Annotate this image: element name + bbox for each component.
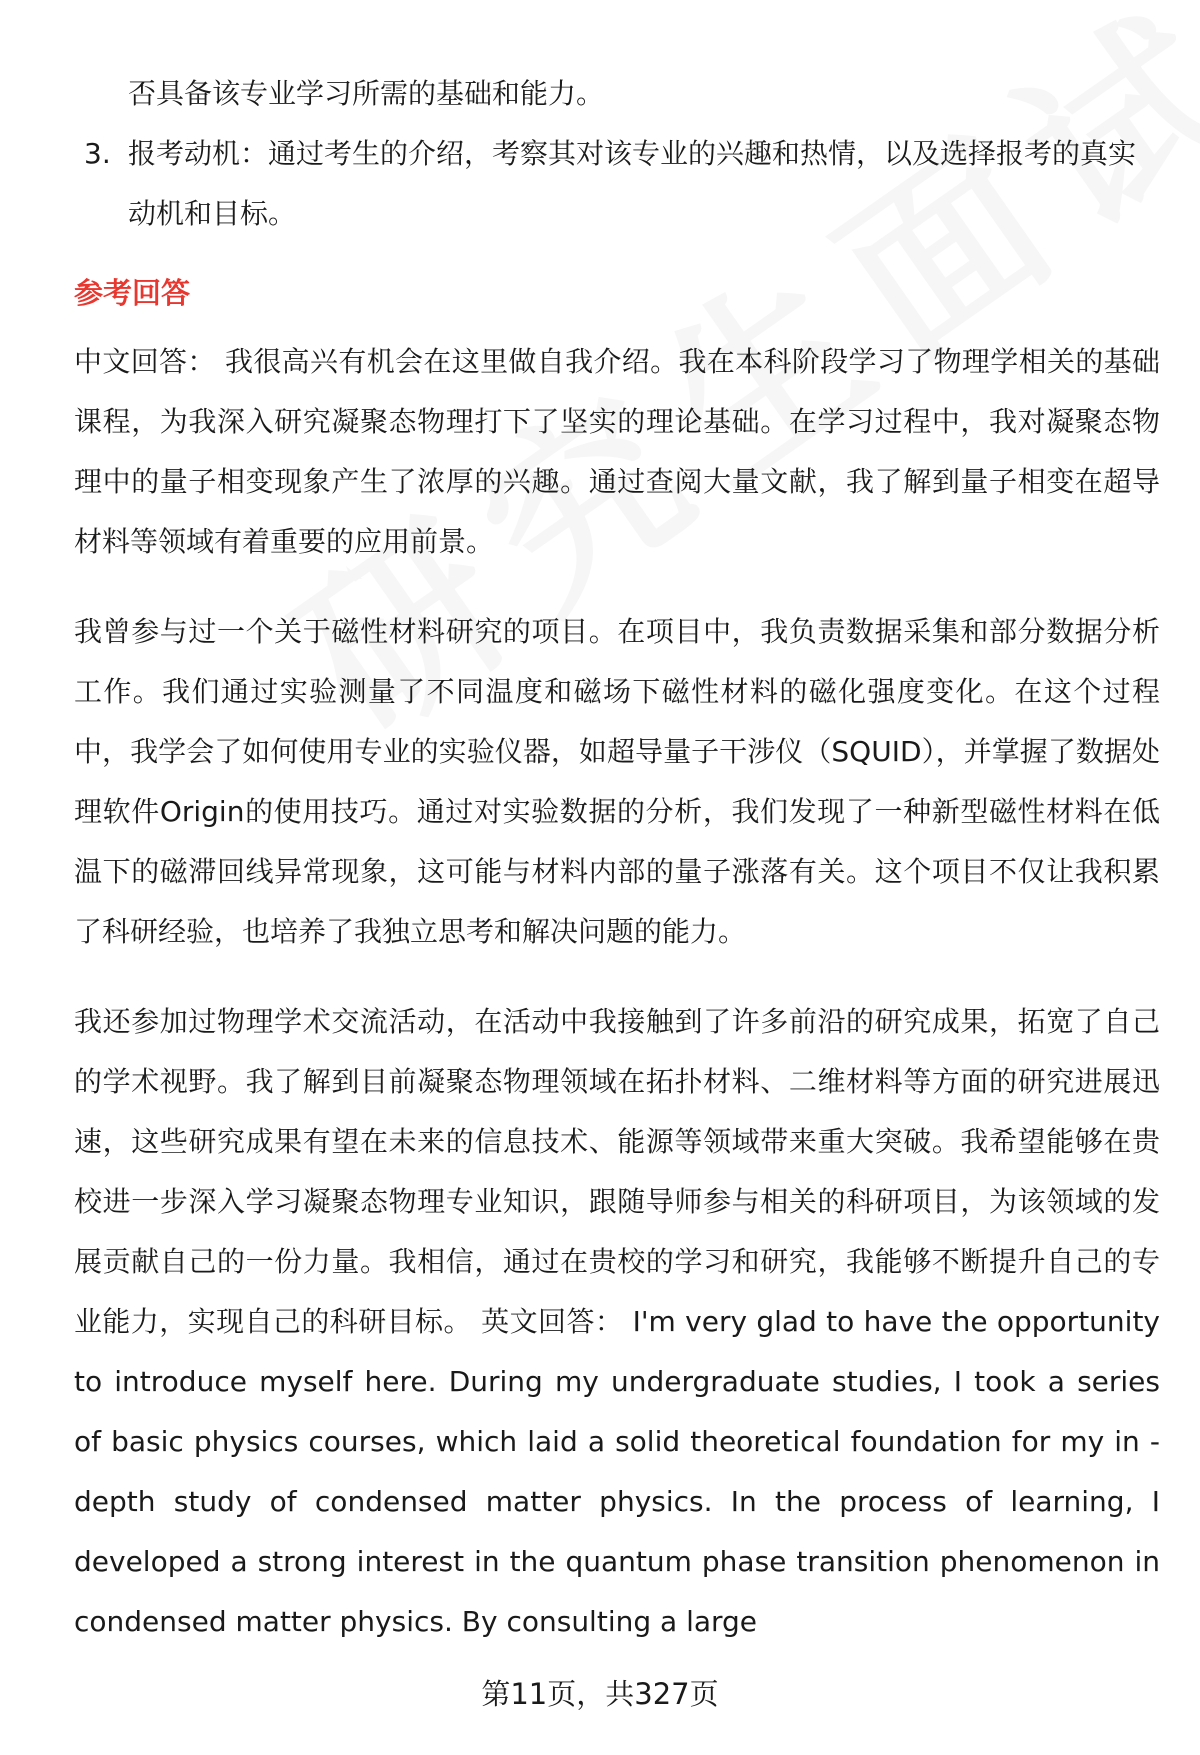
list-item <box>74 124 1160 244</box>
continuation-line: 否具备该专业学习所需的基础和能力。 <box>128 77 605 110</box>
list-item-number: 3. <box>84 137 111 170</box>
answer-paragraph-1: 中文回答： 我很高兴有机会在这里做自我介绍。我在本科阶段学习了物理学相关的基础课程，为我深入研究凝聚态物理打下了坚实的理论基础。在学习过程中，我对凝聚态物理中的量子相变现象产生了浓厚的兴趣。通过查阅大量文献，我了解到量子相变在超导材料等领域有着重要的应用前景。 <box>74 345 1160 558</box>
list-item-text: 报考动机：通过考生的介绍，考察其对该专业的兴趣和热情，以及选择报考的真实动机和目标。 <box>128 137 1137 230</box>
page-content <box>74 64 1160 1652</box>
answer-paragraph-3: 我还参加过物理学术交流活动，在活动中我接触到了许多前沿的研究成果，拓宽了自己的学术视野。我了解到目前凝聚态物理领域在拓扑材料、二维材料等方面的研究进展迅速，这些研究成果有望在未来的信息技术、能源等领域带来重大突破。我希望能够在贵校进一步深入学习凝聚态物理专业知识，跟随导师参与相关的科研项目，为该领域的发展贡献自己的一份力量。我相信，通过在贵校的学习和研究，我能够不断提升自己的专业能力，实现自己的科研目标。 英文回答： I'm very glad to have the opportunity to introduce myself here. During my undergraduate studies, I took a series of basic physics courses, which laid a solid theoretical foundation for my in - depth study of condensed matter physics. In the process of learning, I developed a strong interest in the quantum phase transition phenomenon in condensed matter physics. By consulting a large <box>74 1005 1160 1638</box>
section-title: 参考回答 <box>74 276 191 310</box>
page-number-footer: 第11页，共327页 <box>481 1677 719 1711</box>
answer-paragraph-2: 我曾参与过一个关于磁性材料研究的项目。在项目中，我负责数据采集和部分数据分析工作。我们通过实验测量了不同温度和磁场下磁性材料的磁化强度变化。在这个过程中，我学会了如何使用专业的实验仪器，如超导量子干涉仪（SQUID），并掌握了数据处理软件Origin的使用技巧。通过对实验数据的分析，我们发现了一种新型磁性材料在低温下的磁滞回线异常现象，这可能与材料内部的量子涨落有关。这个项目不仅让我积累了科研经验，也培养了我独立思考和解决问题的能力。 <box>74 615 1160 948</box>
